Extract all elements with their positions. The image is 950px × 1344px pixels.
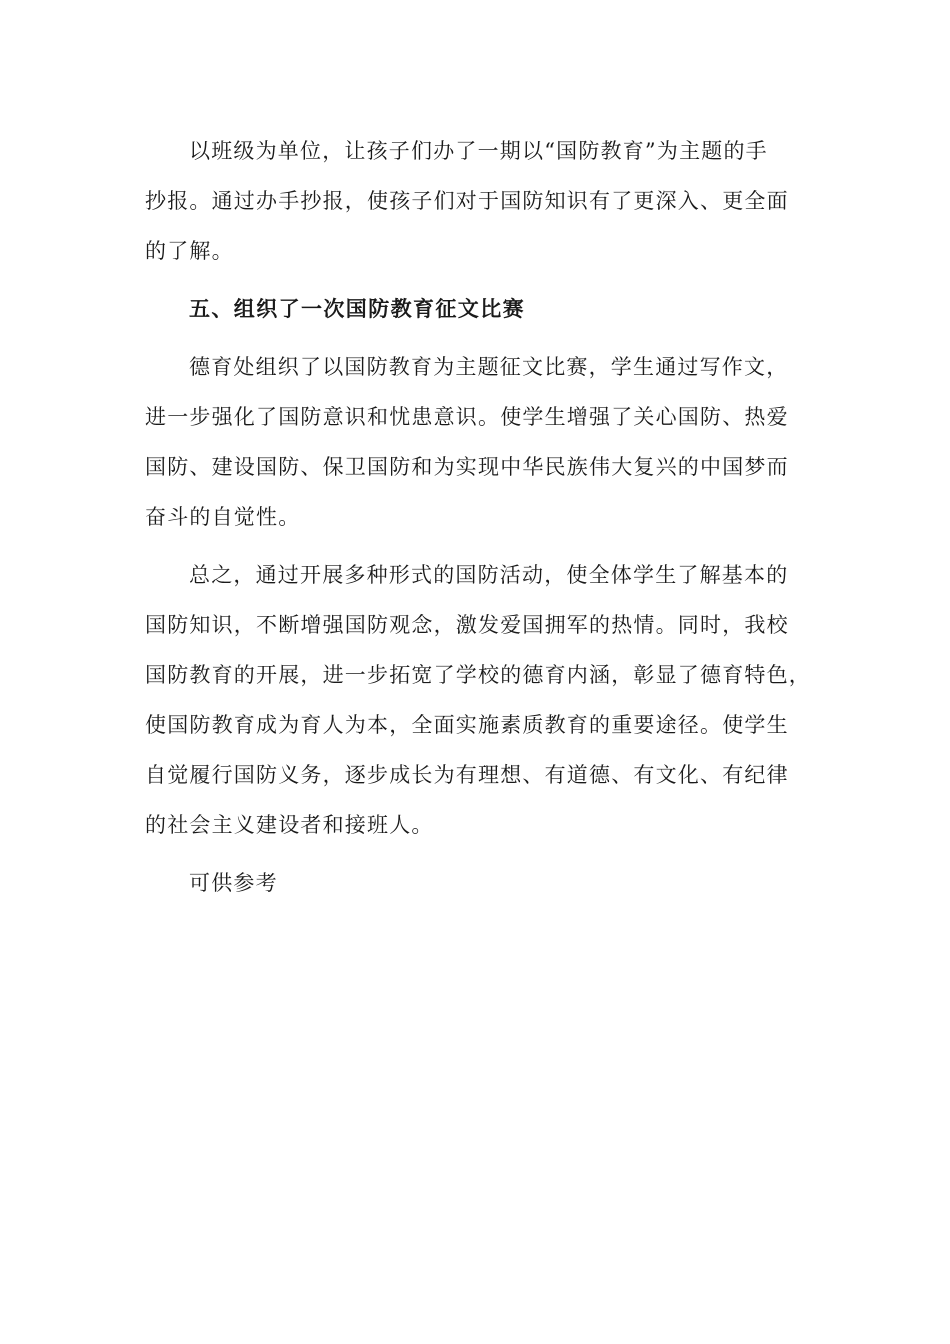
paragraph-line: 的社会主义建设者和接班人。 xyxy=(145,813,434,837)
paragraph-line: 总之，通过开展多种形式的国防活动，使全体学生了解基本的 xyxy=(189,563,789,587)
document-body xyxy=(145,126,811,908)
paragraph-line: 国防教育的开展，进一步拓宽了学校的德育内涵，彰显了德育特色， xyxy=(145,663,811,687)
paragraph-line: 自觉履行国防义务，逐步成长为有理想、有道德、有文化、有纪律 xyxy=(145,763,789,787)
spacer xyxy=(145,334,805,342)
spacer xyxy=(145,276,805,284)
paragraph-line: 以班级为单位，让孩子们办了一期以“国防教育”为主题的手 xyxy=(189,139,768,163)
spacer xyxy=(145,850,805,858)
paragraph-line: 抄报。通过办手抄报，使孩子们对于国防知识有了更深入、更全面 xyxy=(145,189,789,213)
paragraph-essay-competition xyxy=(145,342,805,542)
spacer xyxy=(145,542,805,550)
paragraph-line: 奋斗的自觉性。 xyxy=(145,505,301,529)
closing-note: 可供参考 xyxy=(189,871,278,895)
paragraph-line: 国防、建设国防、保卫国防和为实现中华民族伟大复兴的中国梦而 xyxy=(145,455,789,479)
paragraph-hand-copied-newspaper xyxy=(145,126,805,276)
paragraph-line: 国防知识，不断增强国防观念，激发爱国拥军的热情。同时，我校 xyxy=(145,613,789,637)
paragraph-summary xyxy=(145,550,811,850)
paragraph-line: 使国防教育成为育人为本，全面实施素质教育的重要途径。使学生 xyxy=(145,713,789,737)
paragraph-line: 进一步强化了国防意识和忧患意识。使学生增强了关心国防、热爱 xyxy=(145,405,789,429)
section-heading: 五、组织了一次国防教育征文比赛 xyxy=(189,296,525,321)
paragraph-line: 德育处组织了以国防教育为主题征文比赛，学生通过写作文， xyxy=(189,355,789,379)
paragraph-line: 的了解。 xyxy=(145,239,234,263)
